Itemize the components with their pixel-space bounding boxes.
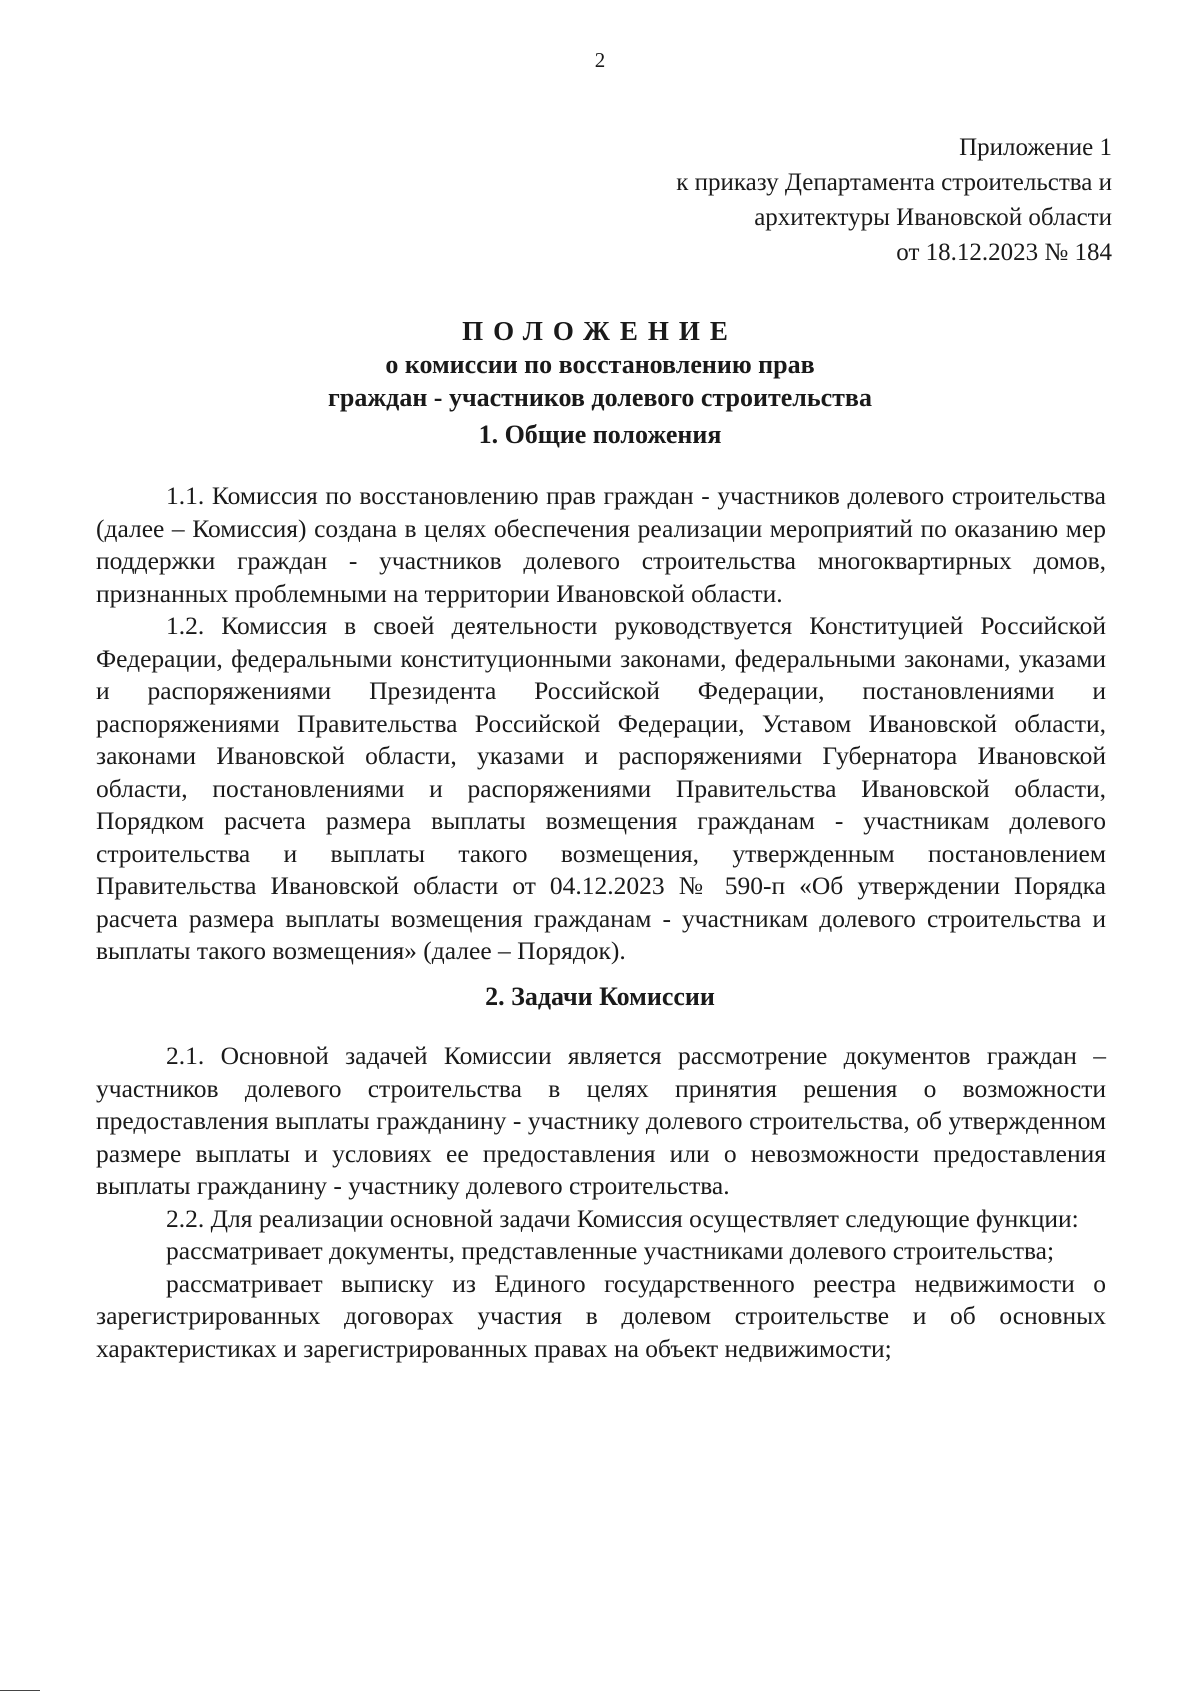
title-line-1: о комиссии по восстановлению прав xyxy=(385,350,815,379)
appendix-block xyxy=(676,130,1112,270)
paragraph-2-1: 2.1. Основной задачей Комиссии является рассмотрение документов граждан – участников долевого строительства в целях принятия решения о возможности предоставления выплаты гражданину - участнику долевого строительства, об утвержденном размере выплаты и условиях ее предоставления или о невозможности предоставления выплаты гражданину - участнику долевого строительства. xyxy=(96,1041,1106,1200)
paragraph-2-2: 2.2. Для реализации основной задачи Комиссия осуществляет следующие функции: xyxy=(166,1203,1079,1233)
function-item: рассматривает выписку из Единого государственного реестра недвижимости о зарегистрированных договорах участия в долевом строительстве и об основных характеристиках и зарегистрированных правах на объект недвижимости; xyxy=(96,1268,1106,1363)
appendix-line: Приложение 1 xyxy=(959,134,1112,161)
section-2-body xyxy=(96,1040,1106,1365)
function-item: рассматривает документы, представленные участниками долевого строительства; xyxy=(166,1236,1055,1265)
document-title xyxy=(0,314,1200,414)
paragraph-1-2: 1.2. Комиссия в своей деятельности руководствуется Конституцией Российской Федерации, федеральными конституционными законами, федеральными законами, указами и распоряжениями Президента Российской Федерации, постановлениями и распоряжениями Правительства Российской Федерации, Уставом Ивановской области, законами Ивановской области, указами и распоряжениями Губернатора Ивановской области, постановлениями и распоряжениями Правительства Ивановской области, Порядком расчета размера выплаты возмещения гражданам - участникам долевого строительства и выплаты такого возмещения, утвержденным постановлением Правительства Ивановской области от 04.12.2023 № 590-п «Об утверждении Порядка расчета размера выплаты возмещения гражданам - участникам долевого строительства и выплаты такого возмещения» (далее – Порядок). xyxy=(96,611,1106,965)
section-2-heading: 2. Задачи Комиссии xyxy=(485,982,715,1011)
appendix-line: от 18.12.2023 № 184 xyxy=(896,239,1112,266)
appendix-line: архитектуры Ивановской области xyxy=(754,204,1112,231)
page-number: 2 xyxy=(594,48,606,72)
section-1-heading: 1. Общие положения xyxy=(478,420,722,449)
paragraph-1-1: 1.1. Комиссия по восстановлению прав граждан - участников долевого строительства (далее – Комиссия) создана в целях обеспечения реализации мероприятий по оказанию мер поддержки граждан - участников долевого строительства многоквартирных домов, признанных проблемными на территории Ивановской области. xyxy=(96,481,1106,608)
title-main: ПОЛОЖЕНИЕ xyxy=(462,316,738,346)
title-line-2: граждан - участников долевого строительства xyxy=(328,383,872,412)
section-1-body xyxy=(96,480,1106,968)
appendix-line: к приказу Департамента строительства и xyxy=(676,169,1112,196)
scan-edge-mark xyxy=(0,1690,40,1691)
